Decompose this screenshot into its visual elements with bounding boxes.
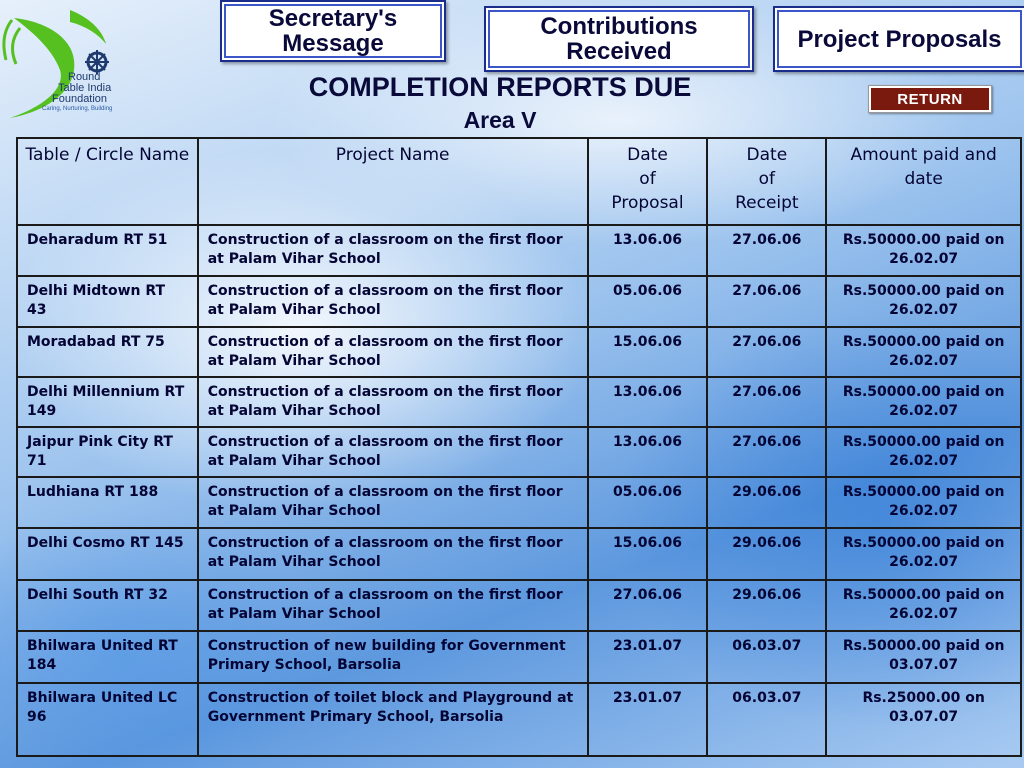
header-project: Project Name bbox=[198, 138, 588, 225]
cell-receipt-date: 27.06.06 bbox=[707, 276, 826, 327]
cell-project: Construction of a classroom on the first floor at Palam Vihar School bbox=[198, 276, 588, 327]
logo-line-3: Foundation bbox=[52, 93, 108, 105]
cell-receipt-date: 27.06.06 bbox=[707, 225, 826, 276]
cell-name: Delhi South RT 32 bbox=[17, 580, 198, 631]
project-proposals-button[interactable] bbox=[773, 6, 1024, 72]
cell-proposal-date: 23.01.07 bbox=[588, 631, 708, 683]
table-row bbox=[17, 477, 1021, 528]
cell-receipt-date: 29.06.06 bbox=[707, 528, 826, 580]
cell-amount: Rs.50000.00 paid on 03.07.07 bbox=[826, 631, 1021, 683]
cell-project: Construction of toilet block and Playground at Government Primary School, Barsolia bbox=[198, 683, 588, 756]
logo-tagline: Caring, Nurturing, Building bbox=[42, 106, 113, 112]
cell-proposal-date: 13.06.06 bbox=[588, 225, 708, 276]
cell-name: Delhi Millennium RT 149 bbox=[17, 377, 198, 427]
cell-name: Delhi Cosmo RT 145 bbox=[17, 528, 198, 580]
cell-amount: Rs.50000.00 paid on 26.02.07 bbox=[826, 276, 1021, 327]
cell-name: Bhilwara United RT 184 bbox=[17, 631, 198, 683]
cell-amount: Rs.50000.00 paid on 26.02.07 bbox=[826, 377, 1021, 427]
logo-text bbox=[40, 72, 150, 113]
cell-name: Moradabad RT 75 bbox=[17, 327, 198, 377]
cell-amount: Rs.50000.00 paid on 26.02.07 bbox=[826, 528, 1021, 580]
logo-line-1: Round bbox=[68, 71, 101, 83]
cell-name: Ludhiana RT 188 bbox=[17, 477, 198, 528]
table-row bbox=[17, 683, 1021, 756]
header-date-of-proposal bbox=[588, 138, 708, 225]
header-receipt-line-2: of bbox=[758, 169, 776, 189]
cell-proposal-date: 05.06.06 bbox=[588, 477, 708, 528]
contributions-received-label: Contributions Received bbox=[540, 13, 698, 65]
cell-amount: Rs.25000.00 on 03.07.07 bbox=[826, 683, 1021, 756]
cell-receipt-date: 27.06.06 bbox=[707, 377, 826, 427]
page-title: COMPLETION REPORTS DUE bbox=[308, 72, 692, 102]
cell-project: Construction of a classroom on the first floor at Palam Vihar School bbox=[198, 528, 588, 580]
cell-project: Construction of a classroom on the first floor at Palam Vihar School bbox=[198, 427, 588, 477]
return-label: RETURN bbox=[871, 88, 989, 110]
cell-project: Construction of new building for Government Primary School, Barsolia bbox=[198, 631, 588, 683]
table-header-row bbox=[17, 138, 1021, 225]
cell-amount: Rs.50000.00 paid on 26.02.07 bbox=[826, 327, 1021, 377]
table-row bbox=[17, 327, 1021, 377]
cell-proposal-date: 13.06.06 bbox=[588, 377, 708, 427]
cell-amount: Rs.50000.00 paid on 26.02.07 bbox=[826, 580, 1021, 631]
return-button[interactable] bbox=[868, 85, 992, 113]
cell-project: Construction of a classroom on the first floor at Palam Vihar School bbox=[198, 377, 588, 427]
project-proposals-label: Project Proposals bbox=[797, 25, 1002, 53]
table-row bbox=[17, 427, 1021, 477]
cell-receipt-date: 29.06.06 bbox=[707, 477, 826, 528]
cell-project: Construction of a classroom on the first floor at Palam Vihar School bbox=[198, 327, 588, 377]
header-name: Table / Circle Name bbox=[17, 138, 198, 225]
cell-project: Construction of a classroom on the first floor at Palam Vihar School bbox=[198, 225, 588, 276]
header-receipt-line-1: Date bbox=[746, 145, 788, 165]
header-proposal-line-3: Proposal bbox=[611, 193, 684, 213]
cell-proposal-date: 27.06.06 bbox=[588, 580, 708, 631]
cell-proposal-date: 15.06.06 bbox=[588, 327, 708, 377]
cell-amount: Rs.50000.00 paid on 26.02.07 bbox=[826, 225, 1021, 276]
secretarys-message-label: Secretary's Message bbox=[268, 5, 398, 57]
contributions-received-button[interactable] bbox=[484, 6, 754, 72]
completion-reports-table bbox=[16, 137, 1022, 757]
cell-amount: Rs.50000.00 paid on 26.02.07 bbox=[826, 427, 1021, 477]
cell-name: Jaipur Pink City RT 71 bbox=[17, 427, 198, 477]
cell-name: Delhi Midtown RT 43 bbox=[17, 276, 198, 327]
cell-proposal-date: 13.06.06 bbox=[588, 427, 708, 477]
header-receipt-line-3: Receipt bbox=[735, 193, 799, 213]
header-amount: Amount paid and date bbox=[826, 138, 1021, 225]
cell-receipt-date: 06.03.07 bbox=[707, 683, 826, 756]
table-row bbox=[17, 528, 1021, 580]
header-date-of-receipt bbox=[707, 138, 826, 225]
table-row bbox=[17, 377, 1021, 427]
cell-proposal-date: 05.06.06 bbox=[588, 276, 708, 327]
table-row bbox=[17, 631, 1021, 683]
cell-receipt-date: 27.06.06 bbox=[707, 327, 826, 377]
table-row bbox=[17, 580, 1021, 631]
table-row bbox=[17, 225, 1021, 276]
cell-receipt-date: 27.06.06 bbox=[707, 427, 826, 477]
cell-amount: Rs.50000.00 paid on 26.02.07 bbox=[826, 477, 1021, 528]
cell-project: Construction of a classroom on the first floor at Palam Vihar School bbox=[198, 580, 588, 631]
cell-project: Construction of a classroom on the first floor at Palam Vihar School bbox=[198, 477, 588, 528]
cell-proposal-date: 15.06.06 bbox=[588, 528, 708, 580]
logo-line-2: Table India bbox=[58, 82, 112, 94]
cell-name: Deharadum RT 51 bbox=[17, 225, 198, 276]
cell-receipt-date: 29.06.06 bbox=[707, 580, 826, 631]
header-proposal-line-2: of bbox=[639, 169, 656, 189]
table-row bbox=[17, 276, 1021, 327]
cell-proposal-date: 23.01.07 bbox=[588, 683, 708, 756]
header-proposal-line-1: Date bbox=[627, 145, 668, 165]
cell-name: Bhilwara United LC 96 bbox=[17, 683, 198, 756]
round-table-logo bbox=[0, 0, 150, 122]
cell-receipt-date: 06.03.07 bbox=[707, 631, 826, 683]
secretarys-message-button[interactable] bbox=[220, 0, 446, 62]
page-subtitle: Area V bbox=[463, 107, 537, 133]
